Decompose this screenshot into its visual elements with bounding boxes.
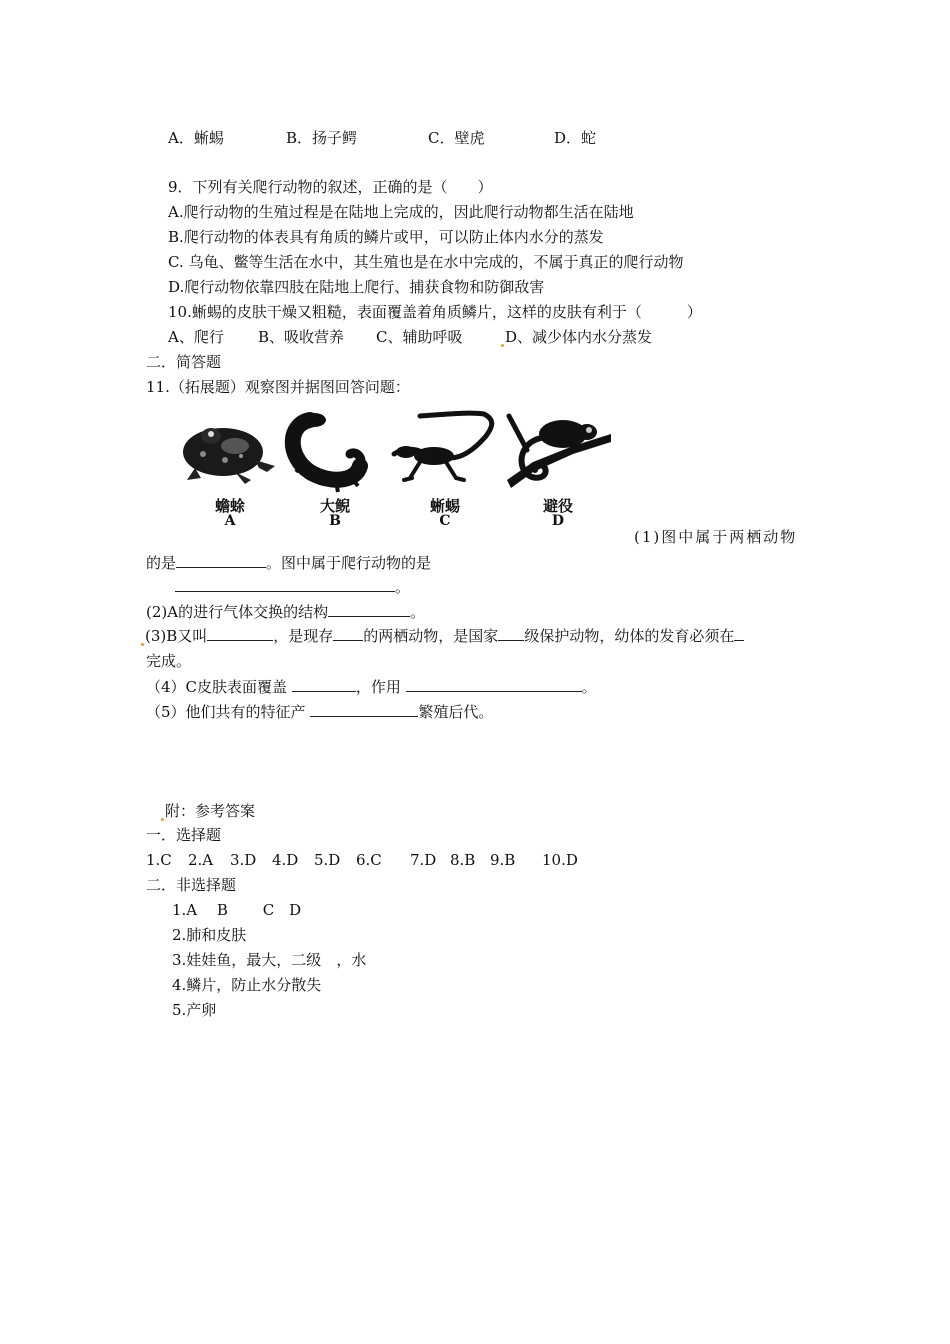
nonchoice-answer-1: 1.A B C D — [172, 901, 302, 919]
mark-dot — [161, 818, 164, 821]
q11-part4-text-b: ，作用 — [355, 678, 401, 696]
answers-title — [160, 801, 255, 821]
q10-option-d: D、减少体内水分蒸发 — [505, 328, 653, 346]
animal-d-letter: D — [551, 513, 565, 529]
q11-part5-text-b: 繁殖后代。 — [418, 703, 494, 721]
q11-part3-text-b: ，是现存 — [273, 627, 334, 645]
q10-stem: 10.蜥蜴的皮肤干燥又粗糙，表面覆盖着角质鳞片，这样的皮肤有利于（ ） — [168, 303, 702, 321]
answer-blank[interactable] — [176, 552, 266, 568]
q11-part3 — [140, 625, 744, 646]
q9-stem: 9．下列有关爬行动物的叙述，正确的是（ ） — [168, 178, 493, 196]
q11-part1-line2 — [175, 576, 410, 597]
q11-part4-end: 。 — [581, 678, 597, 696]
q10-option-b: B、吸收营养 — [258, 328, 345, 346]
q11-part3-text-c: 的两栖动物，是国家 — [363, 627, 499, 645]
nonchoice-answer-2: 2.肺和皮肤 — [172, 926, 247, 944]
answer-blank[interactable] — [175, 576, 395, 592]
q11-part3-end: 完成。 — [146, 652, 192, 670]
q8-option-d: D．蛇 — [554, 129, 597, 147]
salamander-icon — [280, 410, 390, 495]
lizard-icon — [390, 410, 500, 495]
q8-option-a: A．蜥蜴 — [168, 129, 224, 147]
q11-part5 — [146, 701, 493, 722]
choice-answer: 4.D — [272, 851, 299, 869]
choice-answer: 5.D — [314, 851, 341, 869]
animal-c — [390, 410, 500, 530]
q10-option-c: C、辅助呼吸 — [376, 328, 463, 346]
q11-part4 — [146, 676, 597, 697]
q11-part1-lead: (1)图中属于两栖动物 — [634, 528, 798, 546]
q8-option-c: C．壁虎 — [428, 129, 485, 147]
choice-answer: 9.B — [490, 851, 516, 869]
animal-a — [175, 410, 285, 530]
choice-answer: 10.D — [542, 851, 578, 869]
mark-dot — [141, 643, 144, 646]
q11-stem: 11.（拓展题）观察图并据图回答问题： — [146, 378, 410, 396]
q11-part1-text-c: 。图中属于爬行动物的是 — [266, 554, 432, 572]
nonchoice-answer-5: 5.产卵 — [172, 1001, 217, 1019]
answer-blank[interactable] — [498, 625, 524, 641]
q11-part3-text-d: 级保护动物，幼体的发育必须在 — [524, 627, 735, 645]
toad-icon — [175, 410, 285, 495]
animal-d — [503, 410, 613, 530]
choice-answer: 8.B — [450, 851, 476, 869]
q11-part2-end: 。 — [410, 603, 426, 621]
animal-a-name: 蟾蜍 — [214, 497, 245, 515]
animal-b-name: 大鲵 — [319, 497, 350, 515]
nonchoice-answer-3: 3.娃娃鱼，最大，二级 ，水 — [172, 951, 367, 969]
nonchoice-answer-4: 4.鳞片，防止水分散失 — [172, 976, 322, 994]
q11-part3-text-a: (3)B又叫 — [145, 627, 208, 645]
q9-option-b: B.爬行动物的体表具有角质的鳞片或甲，可以防止体内水分的蒸发 — [168, 228, 604, 246]
animal-figure — [175, 410, 615, 530]
answers-section-choice: 一．选择题 — [146, 826, 222, 844]
choice-answers-row — [146, 850, 578, 870]
q11-part2 — [146, 601, 425, 622]
q9-option-c: C. 乌龟、鳖等生活在水中，其生殖也是在水中完成的，不属于真正的爬行动物 — [168, 253, 684, 271]
animal-c-letter: C — [439, 513, 451, 529]
mark-dot — [501, 344, 504, 347]
q10-options — [168, 327, 652, 347]
animal-b-letter: B — [329, 513, 341, 529]
answer-blank[interactable] — [292, 676, 356, 692]
answers-section-nonchoice: 二．非选择题 — [146, 876, 237, 894]
q9-option-a: A.爬行动物的生殖过程是在陆地上完成的，因此爬行动物都生活在陆地 — [168, 203, 634, 221]
answer-blank[interactable] — [310, 701, 418, 717]
chameleon-icon — [503, 410, 613, 495]
q11-part4-text-a: （4）C皮肤表面覆盖 — [146, 678, 288, 696]
answer-blank[interactable] — [333, 625, 363, 641]
q11-part1-text-b: 的是 — [146, 554, 177, 572]
q10-option-a: A、爬行 — [168, 328, 224, 346]
q9-option-d: D.爬行动物依靠四肢在陆地上爬行、捕获食物和防御敌害 — [168, 278, 545, 296]
q11-part5-text-a: （5）他们共有的特征产 — [146, 703, 306, 721]
q11-part1-end: 。 — [395, 578, 411, 596]
answer-blank[interactable] — [734, 625, 744, 641]
animal-b — [280, 410, 390, 530]
answer-blank[interactable] — [207, 625, 273, 641]
animal-c-name: 蜥蜴 — [429, 497, 460, 515]
q11-part1 — [146, 552, 431, 573]
q8-options — [168, 128, 596, 148]
q11-part2-text: (2)A的进行气体交换的结构 — [146, 603, 329, 621]
choice-answer: 2.A — [188, 851, 214, 869]
section-title-short-answer: 二．简答题 — [146, 353, 222, 371]
q8-option-b: B．扬子鳄 — [286, 129, 358, 147]
choice-answer: 3.D — [230, 851, 257, 869]
choice-answer: 7.D — [410, 851, 437, 869]
answers-title-text: 附：参考答案 — [165, 802, 256, 820]
animal-d-name: 避役 — [542, 497, 573, 515]
choice-answer: 6.C — [356, 851, 382, 869]
choice-answer: 1.C — [146, 851, 172, 869]
answer-blank[interactable] — [328, 601, 410, 617]
answer-blank[interactable] — [406, 676, 582, 692]
animal-a-letter: A — [224, 513, 236, 529]
